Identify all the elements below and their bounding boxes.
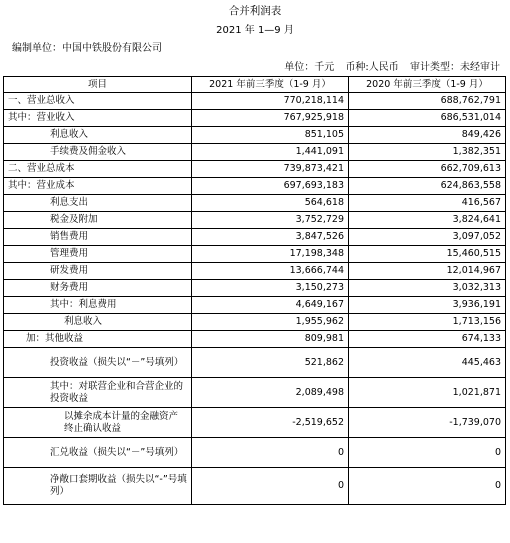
row-previous: 624,863,558	[349, 178, 506, 195]
row-current: 1,441,091	[192, 144, 349, 161]
row-label: 其中：营业收入	[4, 110, 192, 127]
table-row	[4, 297, 506, 314]
row-label: 其中：营业成本	[4, 178, 192, 195]
table-header-row	[4, 77, 506, 93]
table-row	[4, 229, 506, 246]
currency-label: 币种:人民币	[345, 62, 399, 73]
company-name: 编制单位：中国中铁股份有限公司	[12, 43, 162, 54]
table-row	[4, 93, 506, 110]
row-label: 其中：利息费用	[4, 297, 192, 314]
row-previous: 688,762,791	[349, 93, 506, 110]
table-row	[4, 212, 506, 229]
row-label: 管理费用	[4, 246, 192, 263]
row-current: 13,666,744	[192, 263, 349, 280]
audit-type-label: 审计类型：未经审计	[410, 62, 500, 73]
row-previous: 3,032,313	[349, 280, 506, 297]
row-previous: 662,709,613	[349, 161, 506, 178]
row-previous: 416,567	[349, 195, 506, 212]
row-label: 销售费用	[4, 229, 192, 246]
row-previous: 849,426	[349, 127, 506, 144]
row-previous: 1,382,351	[349, 144, 506, 161]
row-previous: 3,936,191	[349, 297, 506, 314]
table-row	[4, 263, 506, 280]
row-current: 767,925,918	[192, 110, 349, 127]
row-current: 564,618	[192, 195, 349, 212]
header-previous-period: 2020 年前三季度（1-9 月）	[349, 77, 506, 93]
header-item: 项目	[4, 77, 192, 93]
row-label: 二、营业总成本	[4, 161, 192, 178]
header-current-period: 2021 年前三季度（1-9 月）	[192, 77, 349, 93]
row-label: 利息支出	[4, 195, 192, 212]
table-row	[4, 127, 506, 144]
row-label: 汇兑收益（损失以“－”号填列）	[4, 438, 192, 468]
row-current: 3,150,273	[192, 280, 349, 297]
row-label: 投资收益（损失以“－”号填列）	[4, 348, 192, 378]
row-previous: 15,460,515	[349, 246, 506, 263]
row-previous: 0	[349, 438, 506, 468]
row-current: 809,981	[192, 331, 349, 348]
row-previous: 1,713,156	[349, 314, 506, 331]
row-previous: 686,531,014	[349, 110, 506, 127]
row-previous: -1,739,070	[349, 408, 506, 438]
row-previous: 3,824,641	[349, 212, 506, 229]
row-label: 利息收入	[4, 127, 192, 144]
row-current: 739,873,421	[192, 161, 349, 178]
table-row	[4, 314, 506, 331]
row-label: 其中：对联营企业和合营企业的投资收益	[4, 378, 192, 408]
table-row	[4, 408, 506, 438]
row-label: 以摊余成本计量的金融资产终止确认收益	[4, 408, 192, 438]
row-current: 2,089,498	[192, 378, 349, 408]
row-previous: 3,097,052	[349, 229, 506, 246]
table-row	[4, 280, 506, 297]
row-previous: 1,021,871	[349, 378, 506, 408]
row-label: 净敞口套期收益（损失以“-”号填列）	[4, 468, 192, 505]
table-row	[4, 438, 506, 468]
row-label: 一、营业总收入	[4, 93, 192, 110]
row-current: 4,649,167	[192, 297, 349, 314]
table-row	[4, 331, 506, 348]
statement-title: 合并利润表	[228, 5, 282, 17]
row-previous: 12,014,967	[349, 263, 506, 280]
table-row	[4, 144, 506, 161]
row-label: 财务费用	[4, 280, 192, 297]
row-label: 加：其他收益	[4, 331, 192, 348]
row-current: 851,105	[192, 127, 349, 144]
row-previous: 0	[349, 468, 506, 505]
row-current: 770,218,114	[192, 93, 349, 110]
unit-label: 单位：千元	[284, 62, 335, 73]
row-current: -2,519,652	[192, 408, 349, 438]
table-row	[4, 378, 506, 408]
row-previous: 445,463	[349, 348, 506, 378]
row-label: 研发费用	[4, 263, 192, 280]
row-current: 0	[192, 438, 349, 468]
table-row	[4, 246, 506, 263]
table-row	[4, 161, 506, 178]
row-current: 3,752,729	[192, 212, 349, 229]
row-current: 697,693,183	[192, 178, 349, 195]
row-label: 税金及附加	[4, 212, 192, 229]
table-row	[4, 110, 506, 127]
table-row	[4, 468, 506, 505]
row-current: 521,862	[192, 348, 349, 378]
row-previous: 674,133	[349, 331, 506, 348]
income-statement-table	[3, 76, 506, 505]
row-current: 3,847,526	[192, 229, 349, 246]
row-current: 1,955,962	[192, 314, 349, 331]
row-label: 利息收入	[4, 314, 192, 331]
row-current: 17,198,348	[192, 246, 349, 263]
table-row	[4, 348, 506, 378]
row-current: 0	[192, 468, 349, 505]
statement-period: 2021 年 1—9 月	[216, 25, 294, 36]
statement-meta	[276, 58, 500, 73]
row-label: 手续费及佣金收入	[4, 144, 192, 161]
table-row	[4, 195, 506, 212]
table-row	[4, 178, 506, 195]
